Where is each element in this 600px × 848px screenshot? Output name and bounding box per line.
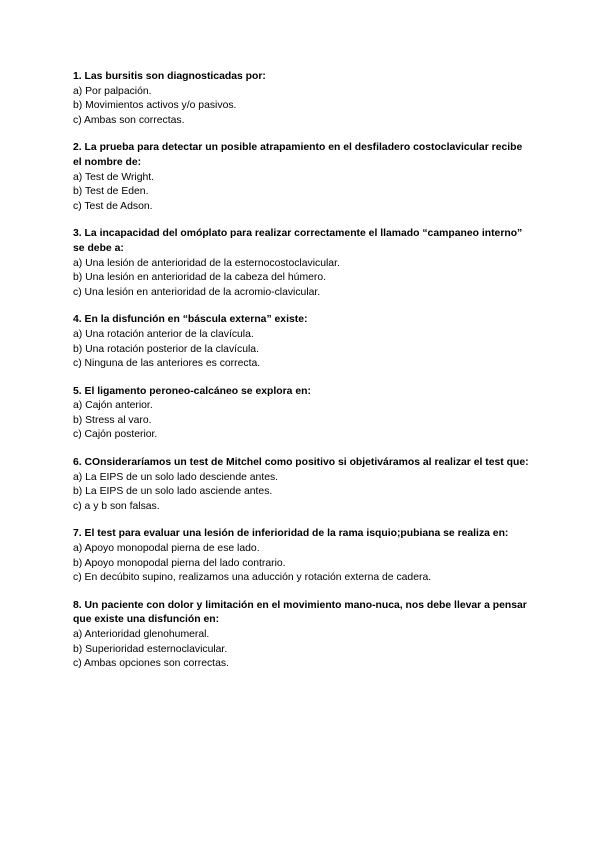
document-page bbox=[73, 70, 533, 685]
question-1 bbox=[73, 70, 533, 128]
option-a: a) Cajón anterior. bbox=[73, 400, 153, 412]
question-title: 8. Un paciente con dolor y limitación en el movimiento mano-nuca, nos debe llevar a pensar que existe una disfunción en: bbox=[73, 599, 527, 626]
option-c: c) Ninguna de las anteriores es correcta. bbox=[73, 358, 261, 370]
option-c: c) Cajón posterior. bbox=[73, 429, 158, 441]
option-b: b) Stress al varo. bbox=[73, 414, 152, 426]
option-c: c) Ambas opciones son correctas. bbox=[73, 658, 229, 670]
option-c: c) Test de Adson. bbox=[73, 200, 153, 212]
question-title: 1. Las bursitis son diagnosticadas por: bbox=[73, 71, 266, 82]
option-b: b) La EIPS de un solo lado asciende antes. bbox=[73, 486, 273, 498]
question-5 bbox=[73, 385, 533, 443]
question-8 bbox=[73, 599, 533, 672]
option-b: b) Superioridad esternoclavicular. bbox=[73, 643, 228, 655]
option-a: a) Anterioridad glenohumeral. bbox=[73, 629, 210, 640]
question-title: 7. El test para evaluar una lesión de inferioridad de la rama isquio;pubiana se realiza en: bbox=[73, 528, 509, 540]
question-2 bbox=[73, 141, 533, 214]
question-title: 2. La prueba para detectar un posible atrapamiento en el desfiladero costoclavicular recibe el nombre de: bbox=[73, 142, 523, 168]
option-b: b) Una rotación posterior de la clavícula. bbox=[73, 343, 259, 355]
question-3 bbox=[73, 227, 533, 300]
question-title: 3. La incapacidad del omóplato para realizar correctamente el llamado “campaneo interno” se debe a: bbox=[73, 228, 523, 254]
question-title: 4. En la disfunción en “báscula externa” existe: bbox=[73, 314, 308, 326]
question-4 bbox=[73, 313, 533, 371]
option-a: a) Por palpación. bbox=[73, 85, 152, 97]
option-a: a) Apoyo monopodal pierna de ese lado. bbox=[73, 543, 260, 555]
option-c: c) a y b son falsas. bbox=[73, 500, 160, 512]
option-a: a) La EIPS de un solo lado desciende antes. bbox=[73, 471, 279, 483]
question-7 bbox=[73, 527, 533, 585]
question-title: 6. COnsideraríamos un test de Mitchel como positivo si objetiváramos al realizar el test que: bbox=[73, 457, 529, 469]
option-c: c) En decúbito supino, realizamos una aducción y rotación externa de cadera. bbox=[73, 572, 432, 584]
option-b: b) Una lesión en anterioridad de la cabeza del húmero. bbox=[73, 272, 326, 284]
option-b: b) Apoyo monopodal pierna del lado contrario. bbox=[73, 557, 286, 569]
option-c: c) Una lesión en anterioridad de la acromio-clavicular. bbox=[73, 286, 321, 298]
option-a: a) Una rotación anterior de la clavícula. bbox=[73, 328, 254, 340]
question-title: 5. El ligamento peroneo-calcáneo se explora en: bbox=[73, 385, 311, 397]
option-b: b) Test de Eden. bbox=[73, 186, 149, 198]
option-a: a) Una lesión de anterioridad de la esternocostoclavicular. bbox=[73, 257, 340, 269]
option-a: a) Test de Wright. bbox=[73, 171, 155, 183]
option-c: c) Ambas son correctas. bbox=[73, 114, 185, 126]
option-b: b) Movimientos activos y/o pasivos. bbox=[73, 100, 237, 112]
question-6 bbox=[73, 456, 533, 514]
